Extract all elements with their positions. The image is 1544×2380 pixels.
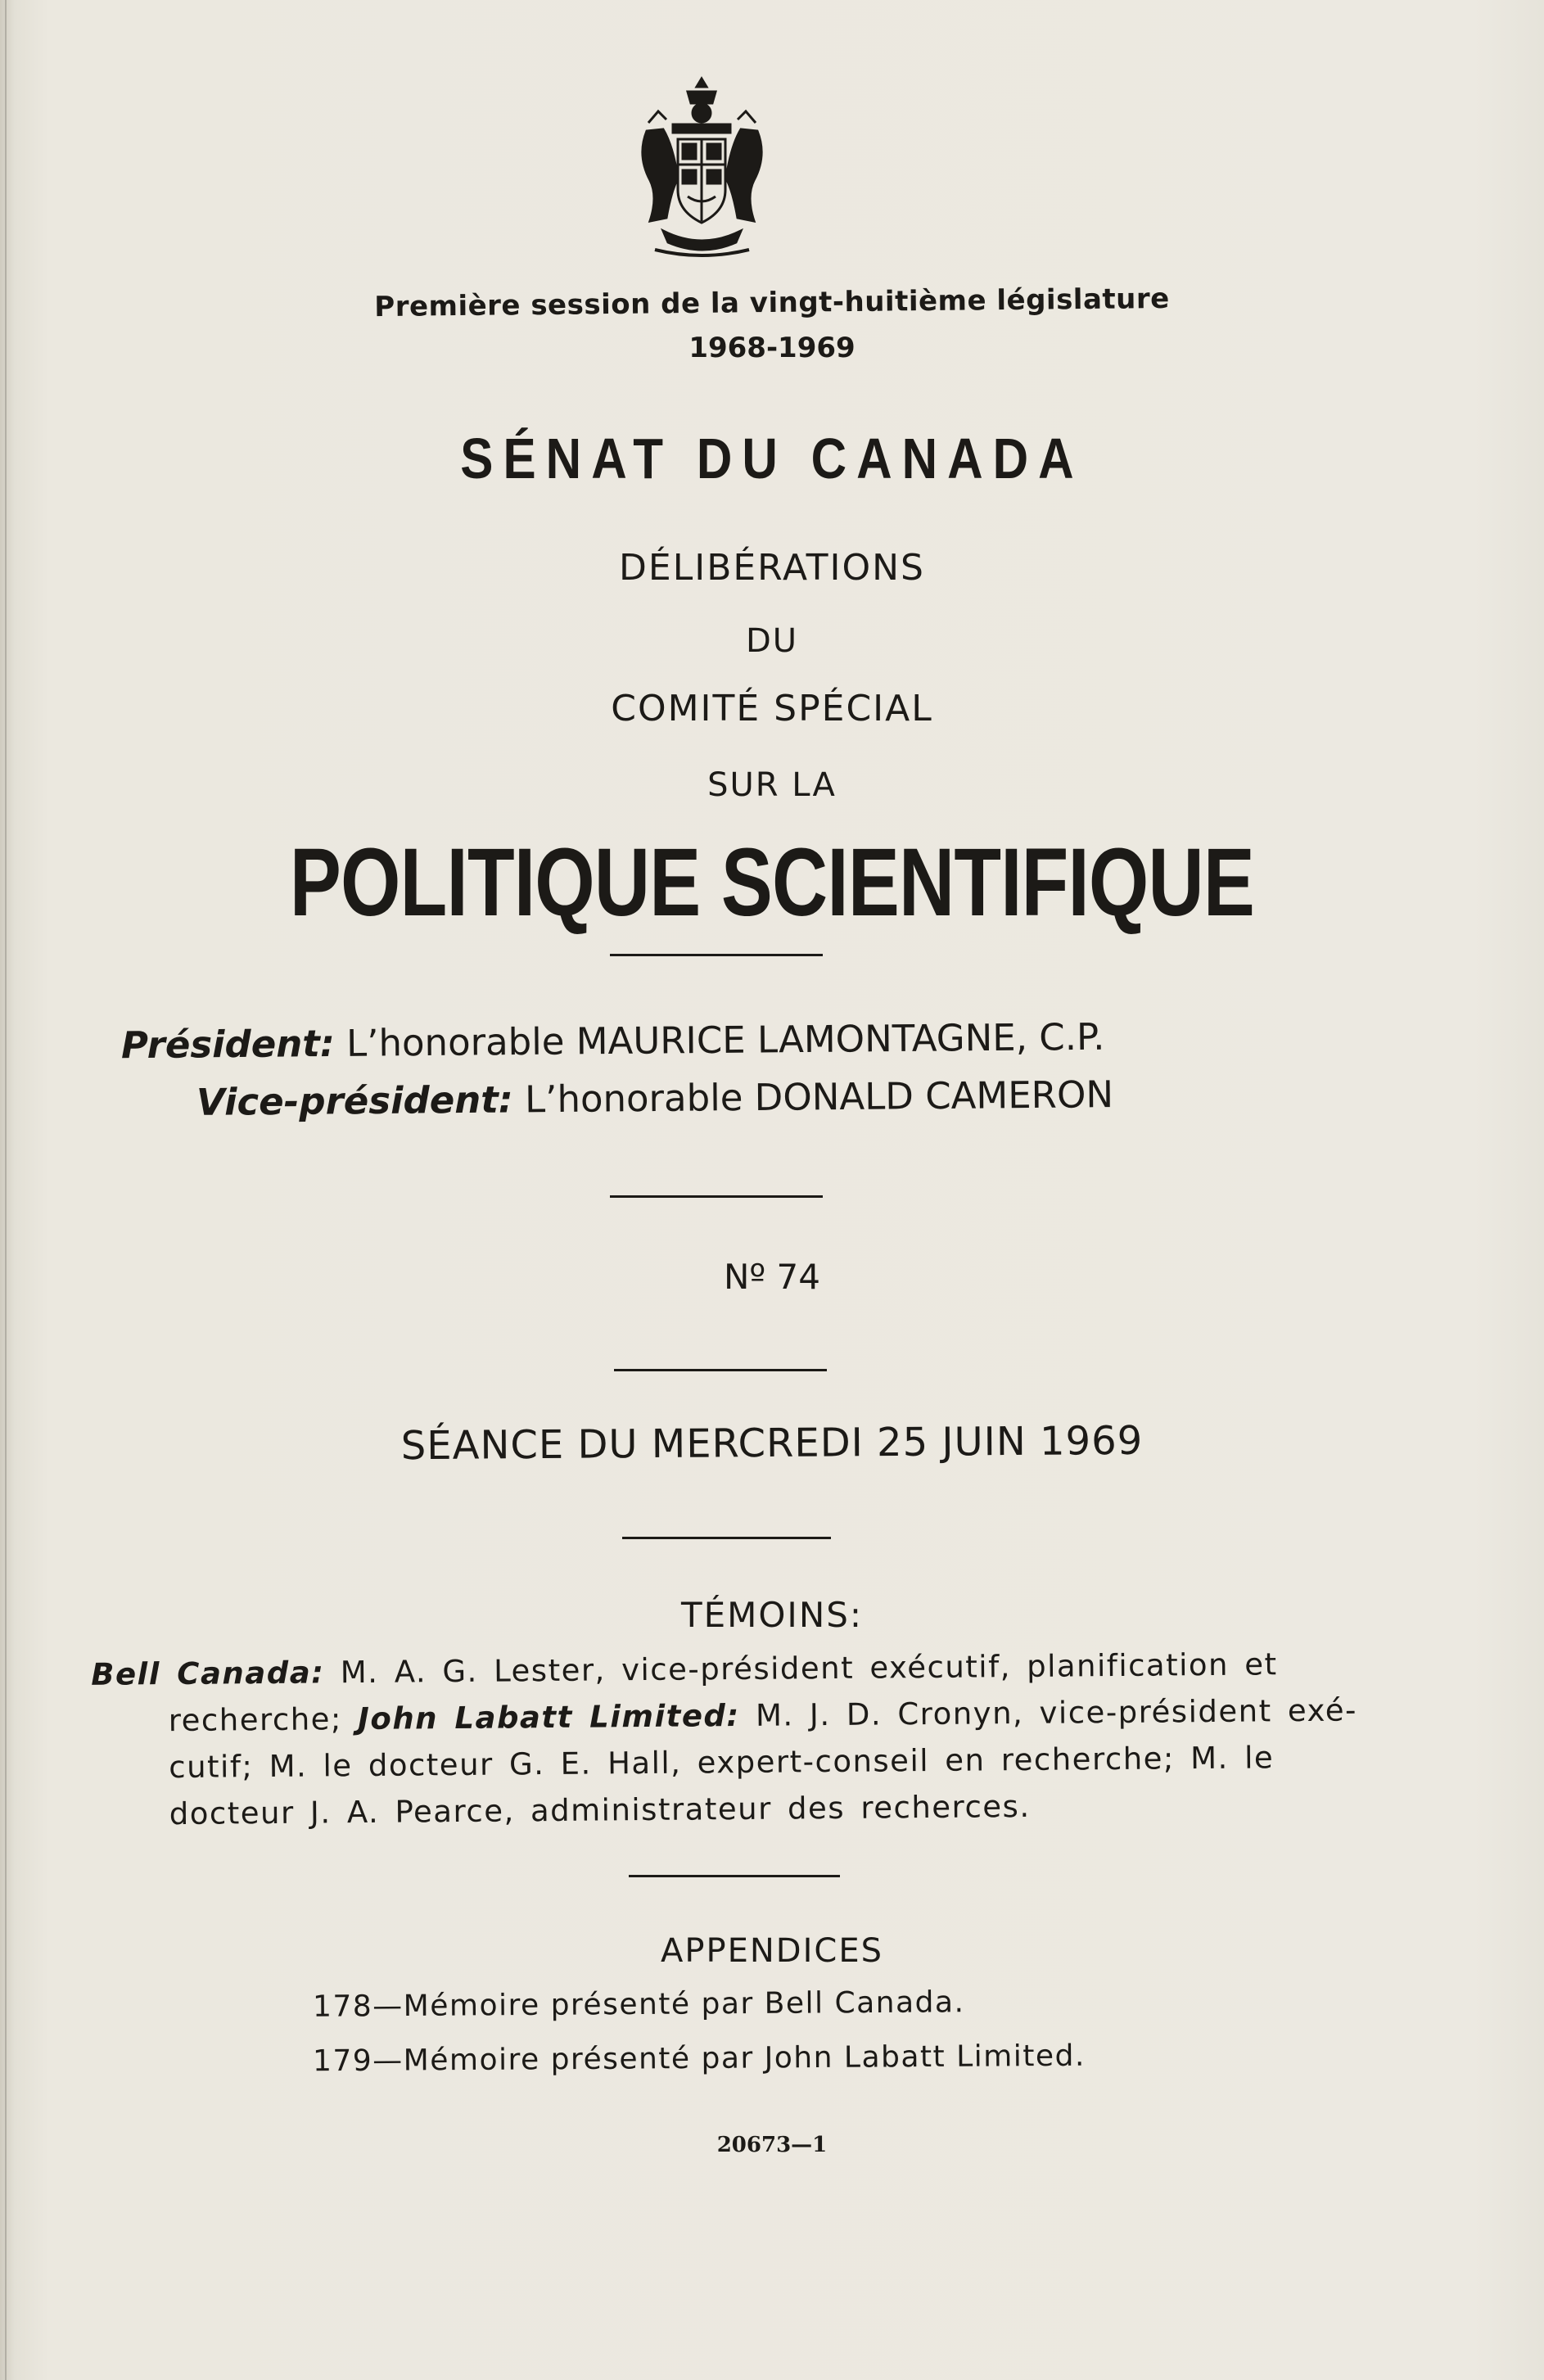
print-code: 20673—1 bbox=[716, 2133, 828, 2157]
sur-la-heading: SUR LA bbox=[707, 766, 837, 804]
witness-line: Bell Canada: M. A. G. Lester, vice-président exécutif, planification et bbox=[91, 1646, 1278, 1692]
appendix-item: 178—Mémoire présenté par Bell Canada. bbox=[312, 1985, 965, 2024]
officer-role: Président: bbox=[120, 1021, 336, 1068]
divider-4 bbox=[622, 1537, 831, 1539]
vice-president-line bbox=[196, 1073, 1113, 1124]
issue-number: Nº 74 bbox=[723, 1257, 820, 1297]
officer-name: L’honorable DONALD CAMERON bbox=[524, 1073, 1114, 1122]
officer-name: L’honorable MAURICE LAMONTAGNE, C.P. bbox=[345, 1014, 1105, 1065]
witness-line: cutif; M. le docteur G. E. Hall, expert-conseil en recherche; M. le bbox=[169, 1740, 1275, 1786]
sitting-date: SÉANCE DU MERCREDI 25 JUIN 1969 bbox=[400, 1417, 1144, 1470]
witness-organization: Bell Canada: bbox=[91, 1655, 325, 1692]
session-line: Première session de la vingt-huitième législature bbox=[374, 282, 1170, 324]
witness-organization: John Labatt Limited: bbox=[357, 1697, 740, 1737]
appendices-heading: APPENDICES bbox=[661, 1932, 883, 1970]
appendix-item: 179—Mémoire présenté par John Labatt Limited. bbox=[312, 2039, 1086, 2079]
witness-line: docteur J. A. Pearce, administrateur des recherces. bbox=[169, 1788, 1031, 1832]
committee-subject-title: POLITIQUE SCIENTIFIQUE bbox=[289, 829, 1255, 937]
divider-1 bbox=[610, 954, 823, 956]
president-line bbox=[121, 1015, 1105, 1067]
witnesses-list bbox=[91, 1640, 1386, 1838]
witnesses-heading: TÉMOINS: bbox=[680, 1595, 864, 1635]
committee-heading: COMITÉ SPÉCIAL bbox=[611, 688, 933, 729]
divider-3 bbox=[614, 1369, 827, 1371]
session-years: 1968-1969 bbox=[688, 332, 856, 364]
coat-of-arms-icon bbox=[630, 74, 774, 262]
divider-5 bbox=[629, 1875, 840, 1877]
senate-title: SÉNAT DU CANADA bbox=[460, 427, 1084, 490]
divider-2 bbox=[610, 1195, 823, 1198]
officer-role: Vice-président: bbox=[196, 1077, 513, 1124]
du-heading: DU bbox=[745, 622, 799, 660]
deliberations-heading: DÉLIBÉRATIONS bbox=[619, 547, 925, 589]
witness-line: recherche; John Labatt Limited: M. J. D. Cronyn, vice-président exé- bbox=[168, 1692, 1358, 1739]
